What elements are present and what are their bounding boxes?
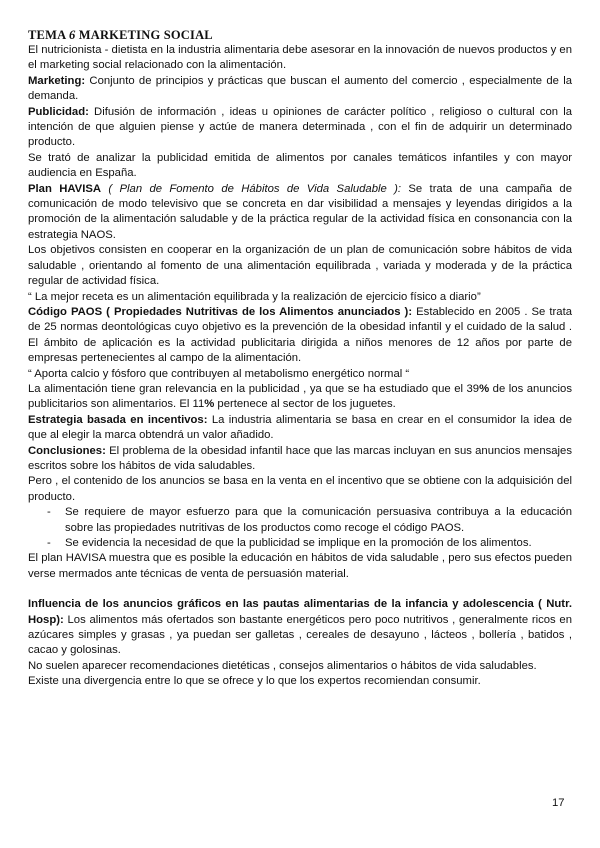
page-title: TEMA 6 MARKETING SOCIAL [28, 28, 213, 42]
document-page [28, 28, 572, 690]
havisa-subtitle: ( Plan de Fomento de Hábitos de Vida Saludable ): [101, 182, 402, 195]
quote-receta: “ La mejor receta es un alimentación equilibrada y la realización de ejercicio físico a diario” [28, 290, 481, 303]
publicidad-term: Publicidad: [28, 105, 89, 118]
marketing-term: Marketing: [28, 74, 86, 87]
intro-paragraph: El nutricionista - dietista en la industria alimentaria debe asesorar en la innovación de nuevos productos y en el marketing social relacionado con la alimentación. [28, 44, 572, 72]
influencia-term: Influencia de los anuncios gráficos en las pautas alimentarias de la infancia y adolescencia ( Nutr. Hosp): [28, 598, 572, 626]
paos-term: Código PAOS ( Propiedades Nutritivas de los Alimentos anunciados ): [28, 305, 413, 318]
quote-calcio: “ Aporta calcio y fósforo que contribuyen al metabolismo energético normal “ [28, 367, 410, 380]
havisa-conclusion-paragraph: El plan HAVISA muestra que es posible la educación en hábitos de vida saludable , pero sus efectos pueden verse mermados ante técnicas de venta de persuasión material. [28, 552, 572, 580]
publicidad-definition: Publicidad: Difusión de información , ideas u opiniones de carácter político , religioso o cultural con la intención de que alguien piense y actúe de manera determinada , con el fin de adquirir un determinado producto. [28, 105, 572, 149]
chapter-number: 6 [68, 28, 76, 42]
estrategia-term: Estrategia basada en incentivos: [28, 413, 208, 426]
objetivos-paragraph: Los objetivos consisten en cooperar en la organización de un plan de comunicación sobre hábitos de vida saludable , orientando al fomento de una alimentación equilibrada , variada y moderada y de la práctica regular de actividad física. [28, 244, 572, 288]
list-item: - Se requiere de mayor esfuerzo para que la comunicación persuasiva contribuya a la educación sobre las propiedades nutritivas de los productos como recoge el código PAOS. [28, 505, 572, 536]
paragraph-spacer [28, 582, 572, 597]
conclusiones-paragraph: Conclusiones: El problema de la obesidad infantil hace que las marcas incluyan en sus anuncios mensajes escritos sobre los hábitos de vida saludables. [28, 444, 572, 472]
estrategia-paragraph: Estrategia basada en incentivos: La industria alimentaria se basa en crear en el consumidor la idea de que al elegir la marca obtendrá un valor añadido. [28, 413, 572, 442]
pero-paragraph: Pero , el contenido de los anuncios se basa en la venta en el incentivo que se obtiene con la adquisición del producto. [28, 475, 572, 503]
relevancia-paragraph: La alimentación tiene gran relevancia en la publicidad , ya que se ha estudiado que el 39% de los anuncios publicitarios son alimentarios. El 11% pertenece al sector de los juguetes. [28, 382, 572, 411]
conclusiones-term: Conclusiones: [28, 444, 106, 457]
havisa-term: Plan HAVISA [28, 182, 102, 195]
analisis-paragraph: Se trató de analizar la publicidad emitida de alimentos por canales temáticos infantiles y con mayor audiencia en España. [28, 151, 572, 180]
page-number: 17 [552, 797, 565, 809]
havisa-paragraph: Plan HAVISA ( Plan de Fomento de Hábitos de Vida Saludable ): Se trata de una campaña de comunicación de modo televisivo que se concreta en dar visibilidad a mensajes y leyendas dirigidos a la promoción de la alimentación saludable y de la práctica regular de la actividad física en consonancia con la estrategia NAOS. [28, 182, 572, 241]
recomendaciones-paragraph: No suelen aparecer recomendaciones dietéticas , consejos alimentarios o hábitos de vida saludables. [28, 659, 537, 672]
marketing-definition: Marketing: Conjunto de principios y prácticas que buscan el aumento del comercio , especialmente de la demanda. [28, 74, 572, 103]
conclusion-list [28, 505, 572, 551]
list-item: - Se evidencia la necesidad de que la publicidad se implique en la promoción de los alimentos. [28, 536, 572, 551]
influencia-paragraph: Influencia de los anuncios gráficos en las pautas alimentarias de la infancia y adolescencia ( Nutr. Hosp): Los alimentos más ofertados son bastante energéticos pero poco nutritivos , generalmente ricos en azúcares simples y grasas , ya puedan ser galletas , cereales de desayuno , lácteos , bollería , batidos , cacao y golosinas. [28, 598, 572, 657]
divergencia-paragraph: Existe una divergencia entre lo que se ofrece y lo que los expertos recomiendan consumir. [28, 675, 481, 688]
paos-paragraph: Código PAOS ( Propiedades Nutritivas de los Alimentos anunciados ): Establecido en 2005 . Se trata de 25 normas deontológicas cuyo objetivo es la prevención de la obesidad infantil y el cuidado de la salud . El ámbito de aplicación es la actividad publicitaria dirigida a niños menores de 12 años por parte de empresas pertenecientes al campo de la alimentación. [28, 305, 572, 365]
